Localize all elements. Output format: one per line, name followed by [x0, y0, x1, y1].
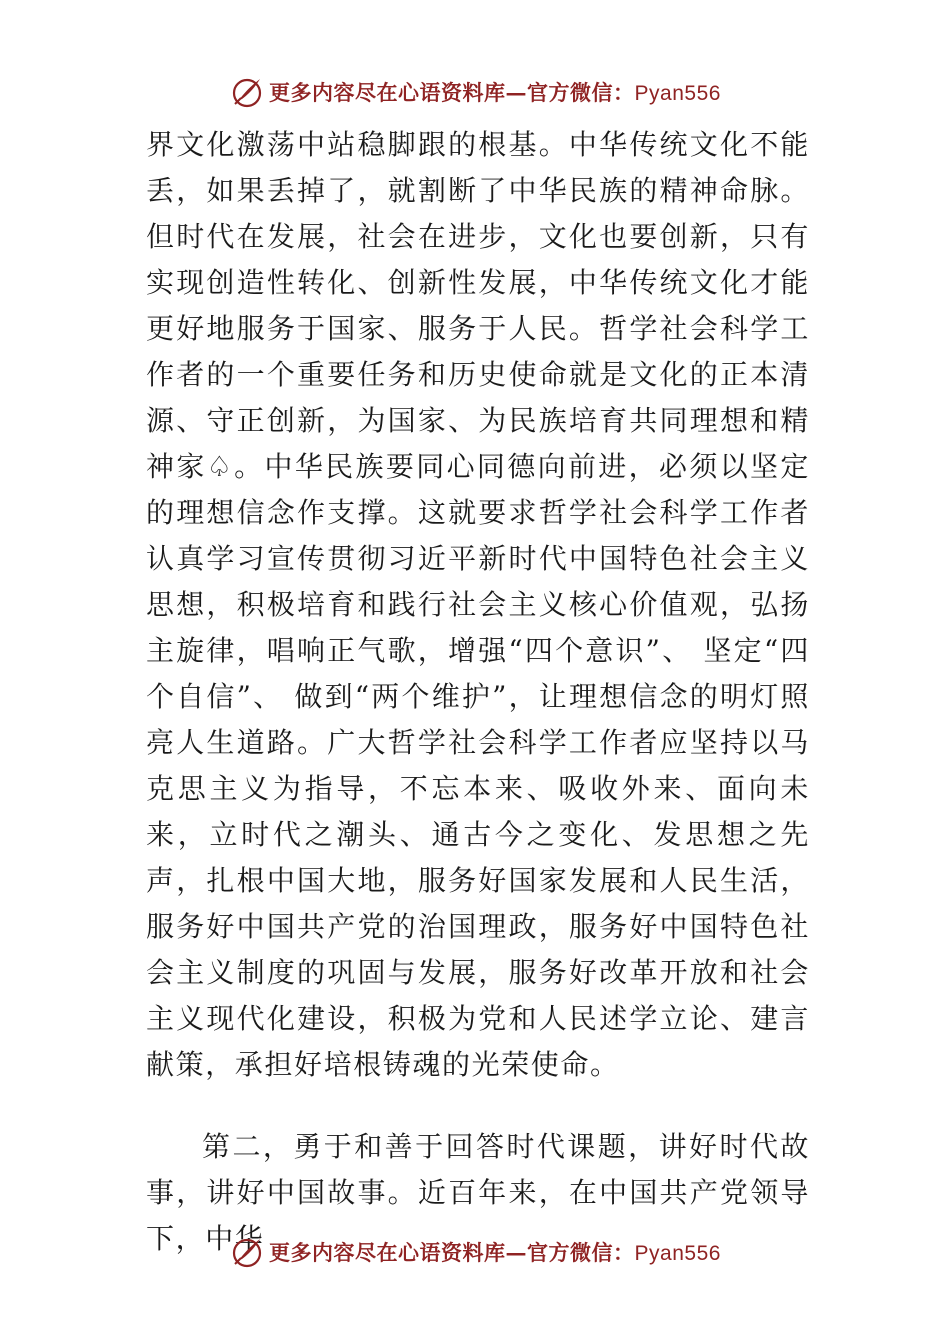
header-banner-text [269, 77, 721, 107]
quill-seal-icon [229, 74, 265, 110]
document-body [146, 122, 810, 1262]
banner-dash: — [505, 80, 528, 105]
wechat-id: Pyan556 [634, 82, 721, 105]
wechat-label: 官方微信： [527, 1240, 635, 1265]
body-paragraph: 界文化激荡中站稳脚跟的根基。中华传统文化不能丢，如果丢掉了，就割断了中华民族的精神命脉。但时代在发展，社会在进步，文化也要创新，只有实现创造性转化、创新性发展，中华传统文化才能更好地服务于国家、服务于人民。哲学社会科学工作者的一个重要任务和历史使命就是文化的正本清源、守正创新，为国家、为民族培育共同理想和精神家♤。中华民族要同心同德向前进，必须以坚定的理想信念作支撑。这就要求哲学社会科学工作者认真学习宣传贯彻习近平新时代中国特色社会主义思想，积极培育和践行社会主义核心价值观，弘扬主旋律，唱响正气歌，增强“四个意识”、 坚定“四个自信”、 做到“两个维护”，让理想信念的明灯照亮人生道路。广大哲学社会科学工作者应坚持以马克思主义为指导，不忘本来、吸收外来、面向未来，立时代之潮头、通古今之变化、发思想之先声，扎根中国大地，服务好国家发展和人民生活，服务好中国共产党的治国理政，服务好中国特色社会主义制度的巩固与发展，服务好改革开放和社会主义现代化建设，积极为党和人民述学立论、建言献策，承担好培根铸魂的光荣使命。 [146, 128, 810, 1081]
wechat-id: Pyan556 [634, 1242, 721, 1265]
site-name: 更多内容尽在心语资料库 [269, 80, 506, 105]
body-paragraph: 第二，勇于和善于回答时代课题，讲好时代故事，讲好中国故事。近百年来，在中国共产党领导下，中华 [146, 1130, 810, 1255]
footer-banner-text [269, 1237, 721, 1267]
site-name: 更多内容尽在心语资料库 [269, 1240, 506, 1265]
quill-seal-icon [229, 1234, 265, 1270]
wechat-label: 官方微信： [527, 80, 635, 105]
banner-dash: — [505, 1240, 528, 1265]
header-watermark [0, 72, 950, 112]
footer-watermark [0, 1232, 950, 1272]
